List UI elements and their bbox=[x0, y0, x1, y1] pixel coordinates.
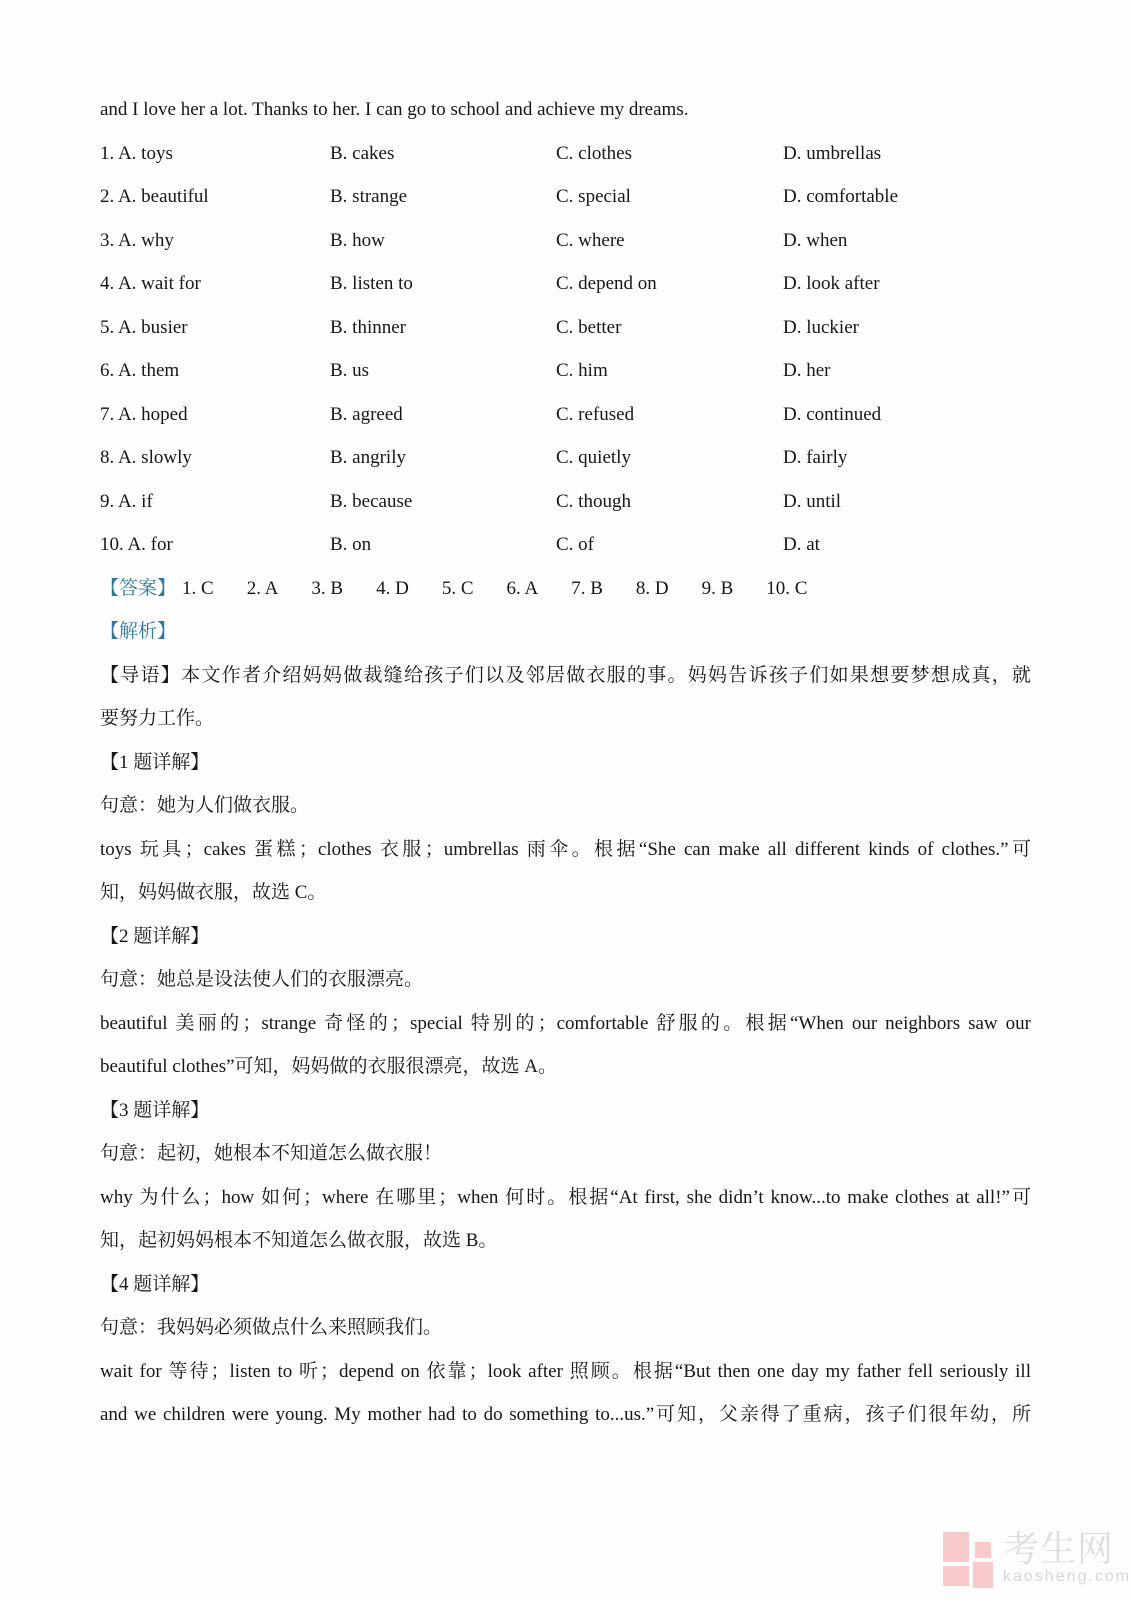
q1-option-b: B. cakes bbox=[330, 142, 395, 164]
explanation-3-line-1: why 为什么；how 如何；where 在哪里；when 何时。根据“At first, she didn’t know...to make clothes at all!”可 bbox=[100, 1186, 1031, 1208]
q10-option-b: B. on bbox=[330, 534, 372, 555]
passage-text: and I love her a lot. Thanks to her. I can go to school and achieve my dreams. bbox=[100, 99, 689, 120]
answer-10: 10. C bbox=[766, 577, 808, 599]
q7-option-c: C. refused bbox=[556, 403, 635, 425]
explanation-1-meaning: 句意：她为人们做衣服。 bbox=[100, 795, 310, 816]
explanation-2-meaning: 句意：她总是设法使人们的衣服漂亮。 bbox=[100, 969, 424, 990]
explanation-4-line-2: and we children were young. My mother had to do something to...us.”可知，父亲得了重病，孩子们很年幼，所 bbox=[100, 1404, 1031, 1425]
question-row-6 bbox=[100, 349, 1031, 393]
explanation-1-line-2: 知，妈妈做衣服，故选 C。 bbox=[100, 882, 327, 903]
q5-option-a: 5. A. busier bbox=[100, 316, 188, 338]
q4-option-d: D. look after bbox=[783, 273, 880, 294]
q6-option-a: 6. A. them bbox=[100, 360, 180, 381]
q4-option-c: C. depend on bbox=[556, 273, 657, 294]
answer-8: 8. D bbox=[635, 577, 669, 599]
intro-line-2: 要努力工作。 bbox=[100, 708, 215, 729]
q9-option-a: 9. A. if bbox=[100, 490, 153, 512]
analysis-label: 【解析】 bbox=[100, 621, 177, 642]
q5-option-d: D. luckier bbox=[783, 316, 859, 338]
question-row-2 bbox=[100, 175, 1031, 219]
answer-6: 6. A bbox=[506, 577, 539, 599]
q5-option-c: C. better bbox=[556, 316, 622, 338]
answer-4: 4. D bbox=[376, 577, 409, 599]
question-row-5 bbox=[100, 306, 1031, 350]
answer-3: 3. B bbox=[311, 577, 344, 599]
q7-option-a: 7. A. hoped bbox=[100, 403, 188, 425]
q3-option-b: B. how bbox=[330, 229, 385, 251]
watermark-site-domain: kaosheng.com bbox=[1003, 1568, 1131, 1585]
watermark-site-name: 考生网 bbox=[1003, 1528, 1115, 1569]
question-row-1 bbox=[100, 132, 1031, 176]
q9-option-c: C. though bbox=[556, 490, 631, 512]
explanation-3-line-2: 知，起初妈妈根本不知道怎么做衣服，故选 B。 bbox=[100, 1230, 498, 1251]
answer-items bbox=[182, 567, 807, 611]
q2-option-d: D. comfortable bbox=[783, 186, 899, 207]
explanation-2-line-2: beautiful clothes”可知，妈妈做的衣服很漂亮，故选 A。 bbox=[100, 1056, 558, 1077]
watermark-text bbox=[1003, 1530, 1131, 1586]
kaosheng-watermark bbox=[943, 1530, 1131, 1590]
question-row-9 bbox=[100, 480, 1031, 524]
q2-option-b: B. strange bbox=[330, 186, 408, 207]
answer-line bbox=[100, 567, 1031, 611]
q1-option-c: C. clothes bbox=[556, 142, 632, 164]
explanation-4-heading: 【4 题详解】 bbox=[100, 1273, 210, 1295]
q10-option-d: D. at bbox=[783, 534, 820, 555]
answer-1: 1. C bbox=[182, 577, 214, 599]
explanation-1-line-1: toys 玩具；cakes 蛋糕；clothes 衣服；umbrellas 雨伞。根据“She can make all different kinds of clothes.”可 bbox=[100, 838, 1031, 860]
q8-option-a: 8. A. slowly bbox=[100, 447, 192, 468]
question-row-10 bbox=[100, 523, 1031, 567]
q10-option-c: C. of bbox=[556, 534, 594, 555]
explanation-4-meaning: 句意：我妈妈必须做点什么来照顾我们。 bbox=[100, 1317, 443, 1338]
q7-option-d: D. continued bbox=[783, 403, 882, 425]
q3-option-a: 3. A. why bbox=[100, 229, 174, 251]
q8-option-d: D. fairly bbox=[783, 447, 848, 468]
question-row-7 bbox=[100, 393, 1031, 437]
question-row-8 bbox=[100, 436, 1031, 480]
q8-option-c: C. quietly bbox=[556, 447, 631, 468]
q9-option-b: B. because bbox=[330, 490, 413, 512]
explanation-1-heading: 【1 题详解】 bbox=[100, 751, 210, 773]
explanation-3-meaning: 句意：起初，她根本不知道怎么做衣服！ bbox=[100, 1143, 443, 1164]
answer-2: 2. A bbox=[246, 577, 279, 599]
q4-option-b: B. listen to bbox=[330, 273, 413, 294]
q9-option-d: D. until bbox=[783, 490, 842, 512]
document-content bbox=[100, 88, 1031, 1437]
question-row-3 bbox=[100, 219, 1031, 263]
answer-9: 9. B bbox=[701, 577, 734, 599]
q8-option-b: B. angrily bbox=[330, 447, 406, 468]
q6-option-c: C. him bbox=[556, 360, 608, 381]
answer-7: 7. B bbox=[571, 577, 603, 599]
answer-5: 5. C bbox=[441, 577, 474, 599]
q3-option-d: D. when bbox=[783, 229, 848, 251]
intro-line-1: 【导语】本文作者介绍妈妈做裁缝给孩子们以及邻居做衣服的事。妈妈告诉孩子们如果想要梦想成真，就 bbox=[100, 664, 1031, 686]
q6-option-d: D. her bbox=[783, 360, 831, 381]
q2-option-a: 2. A. beautiful bbox=[100, 186, 209, 207]
q1-option-a: 1. A. toys bbox=[100, 142, 173, 164]
q7-option-b: B. agreed bbox=[330, 403, 403, 425]
answer-label: 【答案】 bbox=[100, 577, 177, 599]
q2-option-c: C. special bbox=[556, 186, 631, 207]
q5-option-b: B. thinner bbox=[330, 316, 406, 338]
explanation-4-line-1: wait for 等待；listen to 听；depend on 依靠；look after 照顾。根据“But then one day my father fell seriously ill bbox=[100, 1360, 1031, 1382]
explanation-3-heading: 【3 题详解】 bbox=[100, 1099, 210, 1121]
question-row-4 bbox=[100, 262, 1031, 306]
q3-option-c: C. where bbox=[556, 229, 625, 251]
q4-option-a: 4. A. wait for bbox=[100, 273, 201, 294]
q6-option-b: B. us bbox=[330, 360, 370, 381]
kaosheng-logo-icon bbox=[943, 1530, 999, 1590]
q1-option-d: D. umbrellas bbox=[783, 142, 882, 164]
q10-option-a: 10. A. for bbox=[100, 534, 173, 555]
explanation-2-heading: 【2 题详解】 bbox=[100, 925, 210, 947]
explanation-2-line-1: beautiful 美丽的；strange 奇怪的；special 特别的；comfortable 舒服的。根据“When our neighbors saw our bbox=[100, 1012, 1031, 1034]
